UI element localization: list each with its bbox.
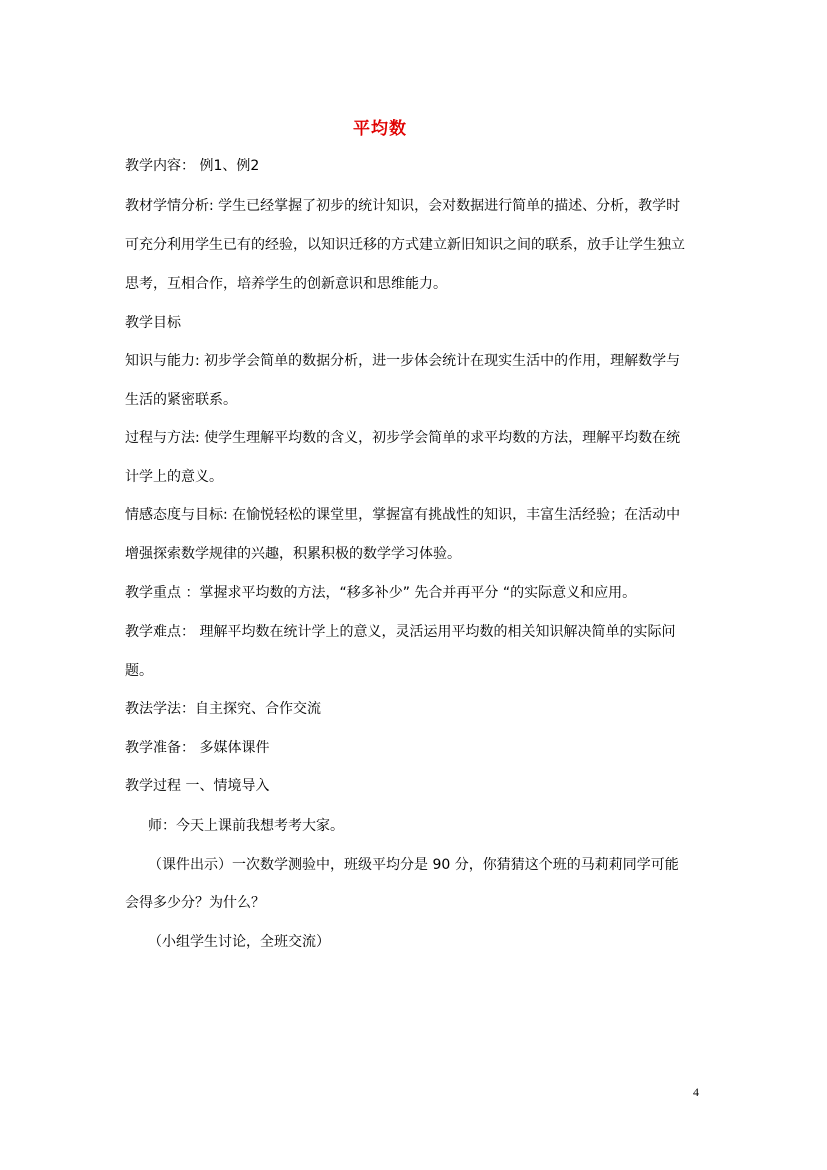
- text-line-courseware-1: （课件出示）一次数学测验中，班级平均分是 90 分，你猜猜这个班的马莉莉同学可能: [148, 857, 679, 873]
- text-line-courseware-2: 会得多少分？为什么？: [125, 895, 265, 911]
- text-line-analysis-3: 思考，互相合作，培养学生的创新意识和思维能力。: [125, 276, 447, 292]
- text-line-preparation: 教学准备： 多媒体课件: [125, 740, 270, 756]
- text-line-difficulty-2: 题。: [125, 663, 153, 679]
- text-line-goals-heading: 教学目标: [125, 315, 181, 331]
- text-line-teacher-intro: 师：今天上课前我想考考大家。: [148, 818, 344, 834]
- text-line-process-1: 过程与方法: 使学生理解平均数的含义，初步学会简单的求平均数的方法，理解平均数在统: [125, 430, 681, 446]
- text-line-teaching-content: 教学内容： 例1、例2: [125, 158, 260, 174]
- document-title: 平均数: [353, 119, 407, 139]
- text-line-emotion-1: 情感态度与目标: 在愉悦轻松的课堂里，掌握富有挑战性的知识，丰富生活经验；在活动中: [125, 507, 681, 523]
- text-line-methods: 教法学法：自主探究、合作交流: [125, 701, 321, 717]
- text-line-process-2: 计学上的意义。: [125, 469, 223, 485]
- text-line-key-points: 教学重点 ：掌握求平均数的方法，“移多补少” 先合并再平分 “的实际意义和应用。: [125, 585, 637, 601]
- page-number: 4: [693, 1085, 699, 1099]
- text-line-analysis-1: 教材学情分析: 学生已经掌握了初步的统计知识，会对数据进行简单的描述、分析，教学时: [125, 198, 681, 214]
- text-line-knowledge-1: 知识与能力: 初步学会简单的数据分析，进一步体会统计在现实生活中的作用，理解数学与: [125, 353, 681, 369]
- text-line-group-discussion: （小组学生讨论，全班交流）: [148, 934, 330, 950]
- text-line-process-heading: 教学过程 一、情境导入: [125, 778, 270, 794]
- text-line-difficulty-1: 教学难点： 理解平均数在统计学上的意义，灵活运用平均数的相关知识解决简单的实际问: [125, 624, 676, 640]
- text-line-analysis-2: 可充分利用学生已有的经验，以知识迁移的方式建立新旧知识之间的联系，放手让学生独立: [125, 237, 685, 253]
- text-line-emotion-2: 增强探索数学规律的兴趣，积累积极的数学学习体验。: [125, 546, 461, 562]
- text-line-knowledge-2: 生活的紧密联系。: [125, 392, 237, 408]
